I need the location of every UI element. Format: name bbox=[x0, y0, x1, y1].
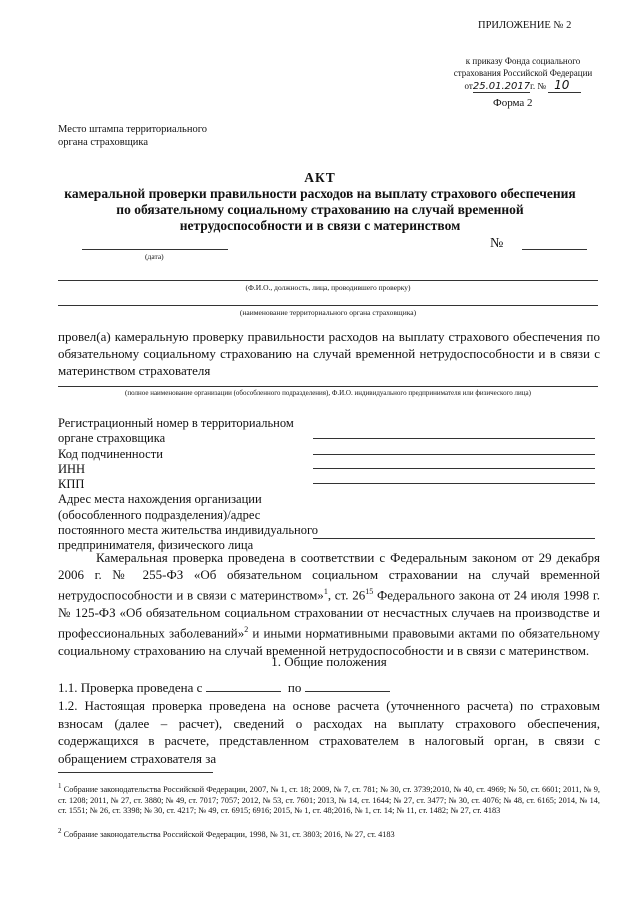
field-address-1: Адрес места нахождения организации bbox=[58, 492, 262, 507]
stamp-line-2: органа страховщика bbox=[58, 137, 149, 148]
order-line-2: страхования Российской Федерации bbox=[453, 68, 593, 78]
inspector-line[interactable] bbox=[58, 280, 598, 281]
stamp-line-1: Место штампа территориального bbox=[58, 124, 207, 135]
title-line-1: камеральной проверки правильности расходов на выплату страхового обеспечения bbox=[64, 186, 576, 201]
field-subordination-code: Код подчиненности bbox=[58, 446, 163, 461]
insurer-body-line[interactable] bbox=[58, 305, 598, 306]
field-reg-number-2: органе страховщика bbox=[58, 431, 166, 446]
item-1-1: 1.1. Проверка проведена с по bbox=[58, 680, 390, 696]
stamp-place bbox=[58, 123, 207, 149]
reg-number-input-line[interactable] bbox=[313, 438, 595, 439]
field-kpp: КПП bbox=[58, 477, 85, 492]
order-reference bbox=[433, 55, 613, 93]
field-address-3: постоянного места жительства индивидуального bbox=[58, 523, 319, 538]
fields-labels bbox=[58, 416, 318, 554]
title-line-3: нетрудоспособности и в связи с материнством bbox=[179, 218, 461, 233]
footnote-2: $^2$ Собрание законодательства Российской Федерации, 1998, № 31, ст. 3803; 2016, № 27, ст. 4183 bbox=[58, 827, 395, 839]
insurer-body-caption: (наименование территориального органа страховщика) bbox=[239, 308, 417, 317]
item-1-2: 1.2. Настоящая проверка проведена на основе расчета (уточненного расчета) по страховым взносам (далее – расчет), сведений о расходах на выплату страхового обеспечения, содержащихся в расчете, представленном страхователем в налоговый орган, в связи с обращением страхователя за bbox=[58, 698, 600, 766]
intro-paragraph: провел(а) камеральную проверку правильности расходов на выплату страхового обеспечения по обязательному социальному страхованию на случай временной нетрудоспособности и в связи с материнством страхователя bbox=[58, 329, 600, 378]
title-line-2: по обязательному социальному страхованию на случай временной bbox=[116, 202, 524, 217]
section-1-heading: 1. Общие положения bbox=[271, 654, 387, 669]
order-date-number: от25.01.2017г. № 10 bbox=[433, 79, 613, 93]
footnote-ref-1[interactable]: 1 bbox=[323, 587, 328, 597]
handwritten-number: 10 bbox=[548, 78, 581, 93]
address-input-line[interactable] bbox=[313, 538, 595, 539]
field-inn: ИНН bbox=[58, 461, 86, 476]
document-title bbox=[40, 170, 600, 234]
field-reg-number-1: Регистрационный номер в территориальном bbox=[58, 416, 294, 430]
footnote-separator bbox=[58, 772, 213, 773]
number-line[interactable] bbox=[522, 249, 587, 250]
field-address-2: (обособленного подразделения)/адрес bbox=[58, 507, 261, 522]
order-line-1: к приказу Фонда социального bbox=[465, 56, 581, 66]
form-label: Форма 2 bbox=[493, 97, 533, 109]
title-act: АКТ bbox=[304, 170, 336, 185]
handwritten-date: 25.01.2017 bbox=[472, 81, 531, 92]
check-start-date-field[interactable] bbox=[206, 681, 281, 692]
appendix-label: ПРИЛОЖЕНИЕ № 2 bbox=[478, 20, 572, 31]
subordination-code-input-line[interactable] bbox=[313, 454, 595, 455]
date-caption: (дата) bbox=[145, 252, 164, 261]
date-line[interactable] bbox=[82, 249, 228, 250]
footnote-1: $^1$ Собрание законодательства Российской Федерации, 2007, № 1, ст. 18; 2009, № 7, ст. 781; № 30, ст. 3739;2010, № 40, ст. 4969; № 50, ст. 6601; 2011, № 9, ст. 1208; 2011, № 27, ст. 3880; № 49, ст. 7017; 7057; 2012, № 53, ст. 7601; 2013, № 14, ст. 1644; № 27, ст. 3477; № 30, ст. 4076; № 48, ст. 6165; 2014, № 14, ст. 1551; № 26, ст. 3398; № 30, ст. 4217; № 49, ст. 6915; 6916; 2015, № 1, ст. 48;2016, № 1, ст. 14; № 11, ст. 1482; № 27, ст. 4183 bbox=[58, 782, 601, 816]
check-end-date-field[interactable] bbox=[305, 681, 390, 692]
kpp-input-line[interactable] bbox=[313, 483, 595, 484]
basis-paragraph: Камеральная проверка проведена в соответствии с Федеральным законом от 29 декабря 2006 г. № 255-ФЗ «Об обязательном социальном страховании на случай временной нетрудоспособности и в связи с материнством»$^1$, ст. $26^{15}$ Федерального закона от 24 июля 1998 г. № 125-ФЗ «Об обязательном социальном страховании от несчастных случаев на производстве и профессиональных заболеваний»$^2$ и иными нормативными правовыми актами по обязательному социальному страхованию на случай временной нетрудоспособности и в связи с материнством. bbox=[58, 550, 600, 658]
policyholder-line[interactable] bbox=[58, 386, 598, 387]
footnote-ref-2[interactable]: 2 bbox=[244, 625, 249, 635]
number-sign: № bbox=[490, 236, 504, 251]
field-address-4: предпринимателя, физического лица bbox=[58, 538, 254, 553]
inn-input-line[interactable] bbox=[313, 468, 595, 469]
policyholder-caption: (полное наименование организации (обособленного подразделения), Ф.И.О. индивидуального предпринимателя или физического лица) bbox=[125, 389, 531, 397]
inspector-caption: (Ф.И.О., должность, лица, проводившего проверку) bbox=[245, 283, 411, 292]
